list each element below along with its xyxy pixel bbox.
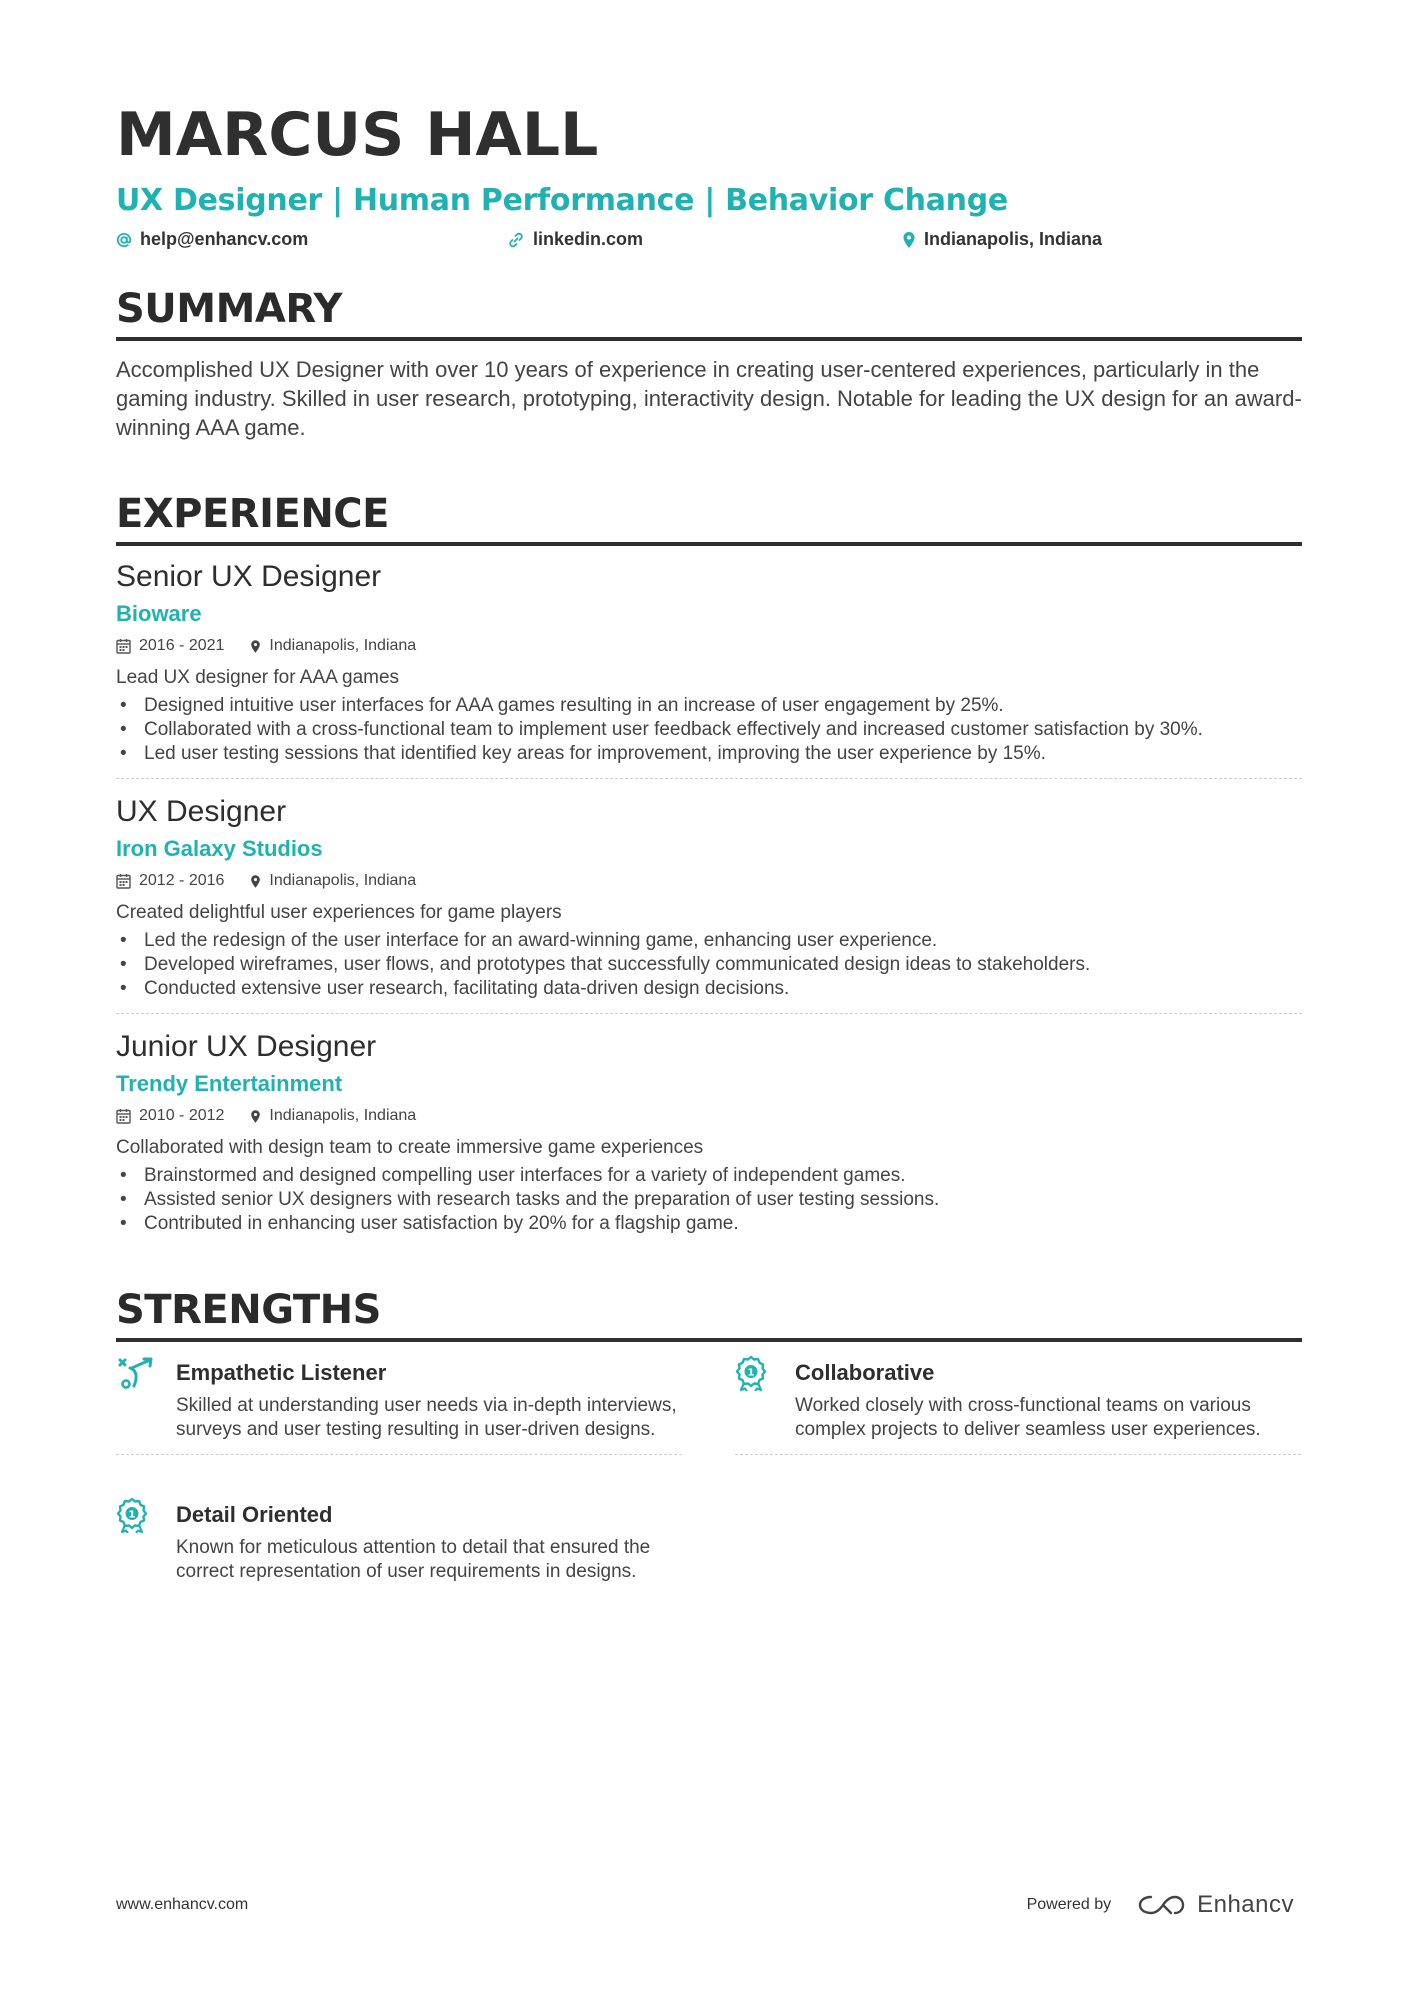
powered-by-label: Powered by — [1026, 1896, 1112, 1913]
strength-icon-wrap — [735, 1355, 795, 1391]
strength-item — [116, 1356, 682, 1455]
page-footer — [116, 1890, 1294, 1920]
strengths-title: STRENGTHS — [116, 1287, 381, 1333]
summary-title: SUMMARY — [116, 286, 342, 332]
experience-title: EXPERIENCE — [116, 491, 389, 537]
calendar-icon — [116, 1108, 131, 1124]
job-title: Senior UX Designer — [116, 560, 382, 593]
job-dates-text: 2010 - 2012 — [139, 1107, 225, 1124]
contact-location — [902, 229, 1102, 250]
job-entry — [116, 1014, 1302, 1236]
job-title: Junior UX Designer — [116, 1030, 377, 1063]
job-location — [250, 637, 416, 655]
svg-text:1: 1 — [747, 1367, 755, 1379]
summary-text: Accomplished UX Designer with over 10 years of experience in creating user-centered experiences, particularly in the gaming industry. Skilled in user research, prototyping, interactivity design. Notable for leading the UX design for an award-winning AAA game. — [116, 357, 1302, 440]
strength-head — [735, 1356, 1301, 1390]
job-bullets — [116, 694, 1302, 766]
candidate-headline: UX Designer | Human Performance | Behavior Change — [116, 183, 1008, 218]
job-bullet: • Designed intuitive user interfaces for AAA games resulting in an increase of user engagement by 25%. — [116, 694, 1302, 718]
job-company: Iron Galaxy Studios — [116, 836, 323, 861]
job-dates — [116, 872, 224, 890]
strength-title: Empathetic Listener — [176, 1360, 387, 1385]
candidate-name: MARCUS HALL — [116, 100, 599, 170]
strength-description: Skilled at understanding user needs via in-depth interviews, surveys and user testing resulting in user-driven designs. — [176, 1395, 677, 1440]
job-bullet: • Contributed in enhancing user satisfaction by 20% for a flagship game. — [116, 1212, 1302, 1236]
job-description: Lead UX designer for AAA games — [116, 667, 400, 688]
job-bullet: • Conducted extensive user research, facilitating data-driven design decisions. — [116, 977, 1302, 1001]
job-bullet: • Collaborated with a cross-functional team to implement user feedback effectively and increased customer satisfaction by 30%. — [116, 718, 1302, 742]
calendar-icon — [116, 638, 131, 654]
job-location — [250, 1107, 416, 1125]
strength-head — [116, 1498, 682, 1532]
job-bullet: • Led user testing sessions that identified key areas for improvement, improving the user experience by 15%. — [116, 742, 1302, 766]
section-divider — [116, 337, 1302, 341]
job-bullet: • Assisted senior UX designers with research tasks and the preparation of user testing sessions. — [116, 1188, 1302, 1212]
strength-divider — [735, 1454, 1301, 1455]
at-icon — [116, 232, 132, 248]
contact-linkedin[interactable] — [507, 229, 643, 250]
strategy-icon — [116, 1356, 156, 1390]
contact-location-text: Indianapolis, Indiana — [924, 229, 1103, 249]
job-company: Bioware — [116, 601, 202, 626]
strength-icon-wrap — [116, 1356, 176, 1390]
job-dates — [116, 637, 224, 655]
powered-by — [1027, 1891, 1294, 1919]
job-bullet: • Brainstormed and designed compelling user interfaces for a variety of independent games. — [116, 1164, 1302, 1188]
strength-icon-wrap — [116, 1497, 176, 1533]
contact-email-text: help@enhancv.com — [140, 229, 309, 249]
svg-text:1: 1 — [128, 1509, 136, 1521]
job-description: Collaborated with design team to create immersive game experiences — [116, 1137, 704, 1158]
summary-section — [116, 283, 1302, 442]
contact-email[interactable] — [116, 229, 308, 250]
job-meta — [116, 1104, 1302, 1128]
enhancv-brand-text: Enhancv — [1197, 1891, 1294, 1918]
strength-item — [735, 1356, 1301, 1455]
job-company: Trendy Entertainment — [116, 1071, 343, 1096]
strength-title: Collaborative — [795, 1360, 935, 1385]
section-divider — [116, 1338, 1302, 1342]
job-location-text: Indianapolis, Indiana — [269, 1107, 417, 1124]
contact-linkedin-text: linkedin.com — [533, 229, 644, 249]
calendar-icon — [116, 873, 131, 889]
strength-divider — [116, 1454, 682, 1455]
strength-description: Known for meticulous attention to detail that ensured the correct representation of user requirements in designs. — [176, 1537, 651, 1582]
job-meta — [116, 634, 1302, 658]
job-dates — [116, 1107, 224, 1125]
job-location — [250, 872, 416, 890]
job-meta — [116, 869, 1302, 893]
job-title: UX Designer — [116, 795, 287, 828]
strengths-grid — [116, 1356, 1302, 1656]
award-ribbon-icon — [116, 1497, 148, 1533]
resume-header — [116, 95, 1302, 259]
footer-url[interactable]: www.enhancv.com — [116, 1896, 249, 1913]
strength-title: Detail Oriented — [176, 1502, 333, 1527]
job-bullets — [116, 929, 1302, 1001]
location-pin-icon — [250, 639, 261, 654]
job-entry — [116, 779, 1302, 1014]
link-icon — [507, 231, 525, 249]
job-description: Created delightful user experiences for game players — [116, 902, 562, 923]
job-dates-text: 2012 - 2016 — [139, 872, 225, 889]
contact-row — [116, 229, 1302, 259]
job-entry — [116, 546, 1302, 779]
resume-content — [116, 95, 1302, 1656]
job-location-text: Indianapolis, Indiana — [269, 872, 417, 889]
strengths-section — [116, 1284, 1302, 1656]
location-pin-icon — [902, 231, 916, 249]
strength-item — [116, 1498, 682, 1584]
job-bullet: • Developed wireframes, user flows, and prototypes that successfully communicated design ideas to stakeholders. — [116, 953, 1302, 977]
job-bullets — [116, 1164, 1302, 1236]
job-bullet: • Led the redesign of the user interface for an award-winning game, enhancing user experience. — [116, 929, 1302, 953]
location-pin-icon — [250, 874, 261, 889]
award-ribbon-icon — [735, 1355, 767, 1391]
enhancv-brand[interactable] — [1137, 1891, 1294, 1919]
strength-head — [116, 1356, 682, 1390]
enhancv-logo-icon — [1137, 1892, 1185, 1918]
location-pin-icon — [250, 1109, 261, 1124]
job-location-text: Indianapolis, Indiana — [269, 637, 417, 654]
job-dates-text: 2016 - 2021 — [139, 637, 225, 654]
strength-description: Worked closely with cross-functional teams on various complex projects to deliver seamless user experiences. — [795, 1395, 1261, 1440]
experience-section — [116, 488, 1302, 1236]
